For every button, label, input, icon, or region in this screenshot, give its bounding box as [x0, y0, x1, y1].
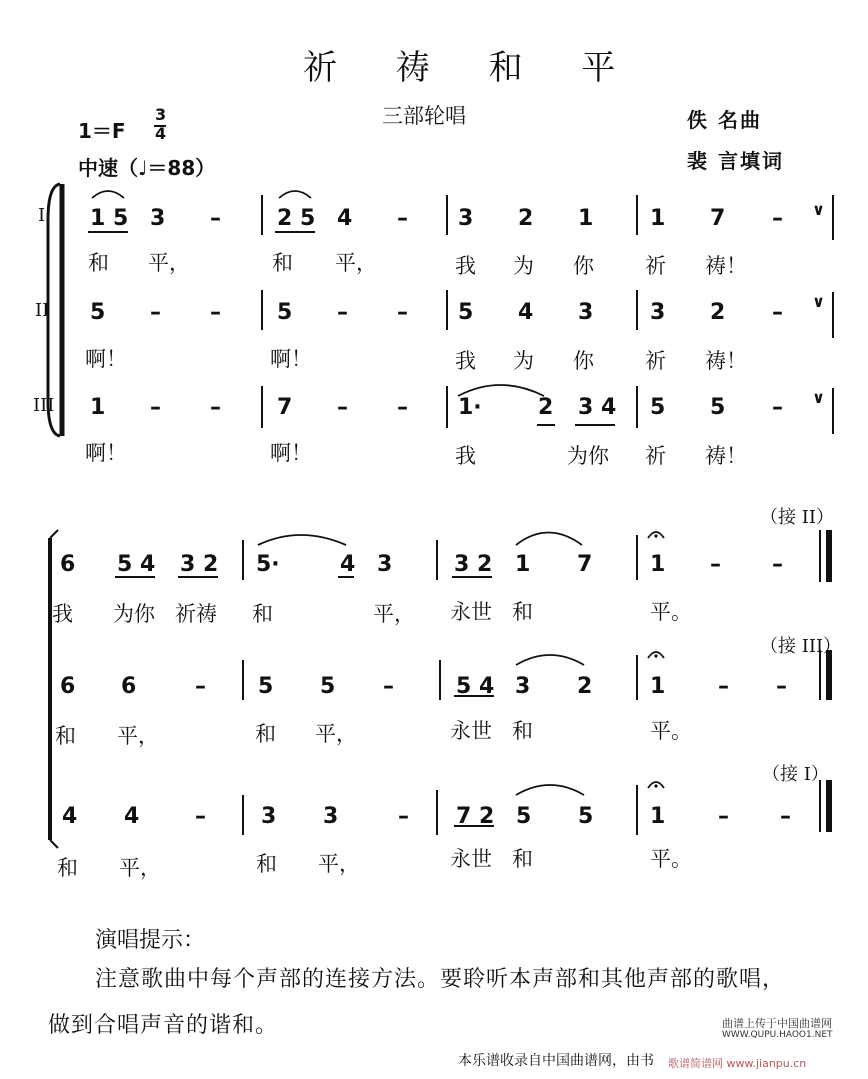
page-title: 祈 祷 和 平	[303, 48, 640, 88]
s1-v1-lyric: 我	[455, 254, 476, 278]
s2-v3-note: 1	[650, 804, 666, 829]
voice-label-3: III	[33, 395, 55, 416]
breath-mark: ∨	[812, 388, 825, 407]
s2-v2-note: 1	[650, 674, 666, 699]
s1-v2-note: –	[397, 300, 408, 325]
s2-v3-note: –	[398, 804, 409, 829]
s2-v1-lyric: 为你	[113, 602, 155, 626]
s1-v3-note: 1	[90, 395, 106, 420]
s2-v3-lyric: 永世	[450, 847, 492, 871]
s1-v1-note: 2 5	[277, 206, 316, 231]
s2-v2-lyric: 平，	[315, 722, 357, 746]
s1-v1-note: 3	[150, 206, 166, 231]
s1-v3-note: –	[210, 395, 221, 420]
s2-v2-lyric: 和	[255, 722, 276, 746]
s1-v2-note: –	[150, 300, 161, 325]
tempo-marking: 中速（♩＝88）	[78, 156, 216, 180]
s1-v1-lyric: 平，	[335, 251, 377, 275]
s1-v1-lyric: 和	[272, 251, 293, 275]
s2-v3-lyric: 和	[512, 847, 533, 871]
s1-v2-lyric: 啊！	[270, 347, 312, 371]
s2-v2-note: 6	[121, 674, 137, 699]
s1-v1-note: 4	[337, 206, 353, 231]
s1-v3-note: –	[397, 395, 408, 420]
s2-v3-note: 7 2	[456, 804, 495, 829]
s2-v1-lyric: 我	[52, 602, 73, 626]
s2-v3-note: 5	[516, 804, 532, 829]
s1-v2-note: 4	[518, 300, 534, 325]
s1-v2-note: –	[210, 300, 221, 325]
s1-v1-lyric: 你	[573, 254, 594, 278]
voice-label-2: II	[35, 300, 50, 321]
s1-v2-note: 5	[458, 300, 474, 325]
s1-v2-lyric: 祷！	[705, 349, 747, 373]
s2-v1-lyric: 平，	[373, 602, 415, 626]
jie-label: （接 I）	[762, 764, 829, 785]
s2-v1-note: –	[710, 552, 721, 577]
key-signature: 1＝F	[78, 119, 126, 143]
s2-v1-note: 5 4	[117, 552, 156, 577]
s2-v3-note: 5	[578, 804, 594, 829]
s2-v3-note: –	[718, 804, 729, 829]
s1-v1-note: –	[210, 206, 221, 231]
tips-line-2: 做到合唱声音的谐和。	[48, 1013, 279, 1038]
s2-v2-note: –	[718, 674, 729, 699]
s2-v3-note: –	[195, 804, 206, 829]
s2-v1-note: 7	[577, 552, 593, 577]
s1-v3-note: 3 4	[578, 395, 617, 420]
composer-credit: 佚 名曲	[687, 108, 762, 132]
s1-v1-note: –	[397, 206, 408, 231]
watermark-upload: 曲谱上传于中国曲谱网	[722, 1017, 832, 1030]
s1-v3-lyric: 啊！	[85, 441, 127, 465]
s2-v3-note: 4	[62, 804, 78, 829]
s2-v2-lyric: 永世	[450, 719, 492, 743]
s2-v2-note: 5	[320, 674, 336, 699]
s2-v3-lyric: 和	[256, 852, 277, 876]
s1-v2-note: 2	[710, 300, 726, 325]
breath-mark: ∨	[812, 200, 825, 219]
s2-v1-lyric: 和	[252, 602, 273, 626]
s2-v3-note: –	[780, 804, 791, 829]
s2-v1-lyric: 和	[512, 600, 533, 624]
s1-v3-lyric: 啊！	[270, 441, 312, 465]
s2-v1-note: –	[772, 552, 783, 577]
voice-label-1: I	[38, 205, 46, 226]
s1-v1-note: 1	[578, 206, 594, 231]
s2-v1-note: 1	[515, 552, 531, 577]
s1-v1-note: –	[772, 206, 783, 231]
s2-v3-note: 4	[124, 804, 140, 829]
s1-v1-lyric: 祷！	[705, 254, 747, 278]
s2-v1-note: 3 2	[180, 552, 219, 577]
s1-v1-lyric: 为	[513, 254, 534, 278]
watermark-url: WWW.QUPU.HAOO1.NET	[722, 1030, 833, 1040]
s1-v1-lyric: 和	[88, 251, 109, 275]
s1-v3-note: 7	[277, 395, 293, 420]
s2-v2-note: –	[383, 674, 394, 699]
watermark-site: 歌谱简谱网 www.jianpu.cn	[668, 1057, 807, 1070]
jie-label: （接 III）	[760, 636, 842, 657]
tips-heading: 演唱提示：	[95, 928, 206, 953]
s1-v3-note: –	[772, 395, 783, 420]
s2-v1-note: 6	[60, 552, 76, 577]
s1-v2-lyric: 啊！	[85, 347, 127, 371]
s2-v3-note: 3	[261, 804, 277, 829]
s1-v3-note: 5	[710, 395, 726, 420]
time-signature-bottom: 4	[155, 124, 167, 143]
s1-v1-note: 1	[650, 206, 666, 231]
s1-v3-lyric: 祷！	[705, 444, 747, 468]
s1-v2-lyric: 为	[513, 349, 534, 373]
s2-v3-lyric: 和	[57, 856, 78, 880]
s1-v1-note: 7	[710, 206, 726, 231]
s2-v3-lyric: 平。	[650, 847, 692, 871]
subtitle: 三部轮唱	[382, 104, 466, 128]
s1-v2-lyric: 祈	[645, 349, 666, 373]
s1-v3-lyric: 我	[455, 444, 476, 468]
s2-v2-lyric: 和	[512, 719, 533, 743]
s2-v1-note: 4	[340, 552, 356, 577]
s2-v1-lyric: 祈祷	[175, 602, 217, 626]
s1-v2-lyric: 我	[455, 349, 476, 373]
s1-v3-note: 2	[538, 395, 554, 420]
s1-v3-note: –	[150, 395, 161, 420]
lyricist-credit: 裴 言填词	[687, 149, 784, 173]
s2-v3-lyric: 平，	[119, 856, 161, 880]
s1-v2-note: –	[337, 300, 348, 325]
s1-v2-lyric: 你	[573, 349, 594, 373]
s2-v2-note: 5 4	[456, 674, 495, 699]
s1-v2-note: –	[772, 300, 783, 325]
s1-v2-note: 5	[90, 300, 106, 325]
s1-v2-note: 5	[277, 300, 293, 325]
time-signature-top: 3	[155, 105, 167, 124]
s2-v1-lyric: 永世	[450, 600, 492, 624]
s1-v1-lyric: 平，	[148, 251, 190, 275]
s1-v3-lyric: 祈	[645, 444, 666, 468]
s2-v2-note: –	[776, 674, 787, 699]
s1-v3-note: 1·	[458, 395, 482, 420]
s2-v2-note: 5	[258, 674, 274, 699]
breath-mark: ∨	[812, 292, 825, 311]
s1-v2-note: 3	[650, 300, 666, 325]
s1-v1-lyric: 祈	[645, 254, 666, 278]
s2-v1-note: 3 2	[454, 552, 493, 577]
s2-v2-lyric: 和	[55, 724, 76, 748]
s1-v1-note: 3	[458, 206, 474, 231]
s2-v2-note: –	[195, 674, 206, 699]
s2-v2-note: 6	[60, 674, 76, 699]
s2-v1-lyric: 平。	[650, 600, 692, 624]
s2-v2-note: 2	[577, 674, 593, 699]
s2-v3-note: 3	[323, 804, 339, 829]
s2-v2-lyric: 平。	[650, 719, 692, 743]
s1-v2-note: 3	[578, 300, 594, 325]
s2-v2-lyric: 平，	[117, 724, 159, 748]
s2-v1-note: 5·	[256, 552, 280, 577]
s2-v1-note: 1	[650, 552, 666, 577]
s1-v1-note: 1 5	[90, 206, 129, 231]
s1-v3-note: 5	[650, 395, 666, 420]
s2-v3-lyric: 平，	[318, 852, 360, 876]
jie-label: （接 II）	[760, 507, 834, 528]
s1-v3-lyric: 为你	[567, 444, 609, 468]
s1-v1-note: 2	[518, 206, 534, 231]
footer-source-note: 本乐谱收录自中国曲谱网，由书	[458, 1053, 654, 1069]
s1-v3-note: –	[337, 395, 348, 420]
s2-v1-note: 3	[377, 552, 393, 577]
tips-line-1: 注意歌曲中每个声部的连接方法。要聆听本声部和其他声部的歌唱，	[95, 967, 786, 992]
s2-v2-note: 3	[515, 674, 531, 699]
